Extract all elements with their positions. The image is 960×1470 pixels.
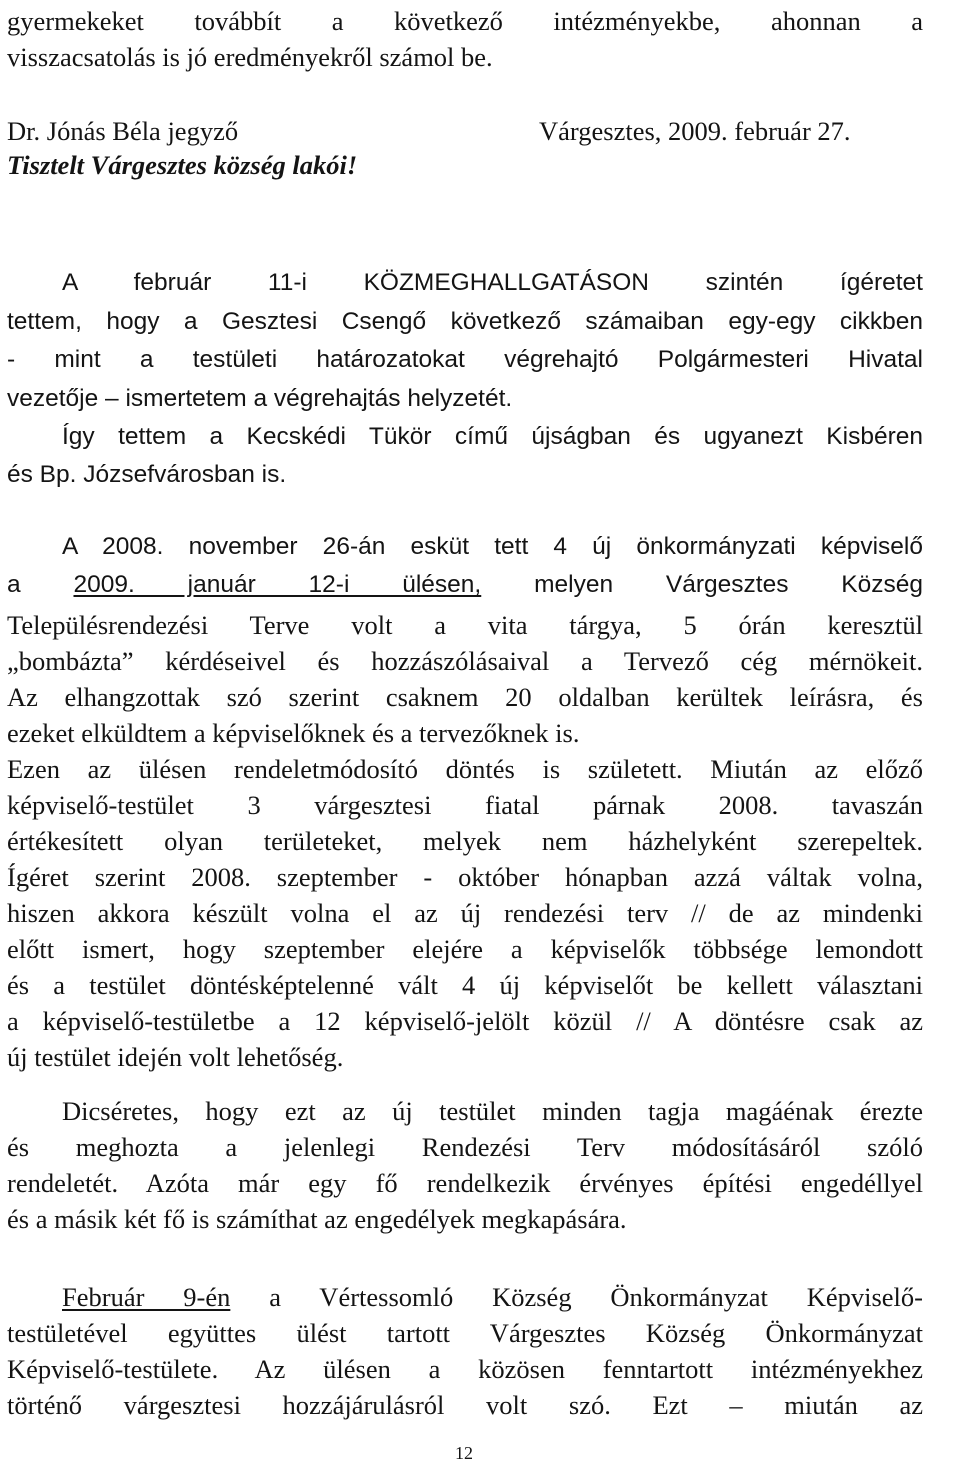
paragraph-line: és Bp. Józsefvárosban is. [7,461,287,488]
paragraph-line: történő várgesztesi hozzájárulásról volt szó. Ezt – miután az [7,1390,923,1420]
underlined-date: Február 9-én [62,1282,231,1312]
paragraph-line: „bombázta” kérdéseivel és hozzászólásaival a Tervező cég mérnökeit. [7,646,923,676]
paragraph-line: új testület idején volt lehetőség. [7,1042,344,1072]
paragraph-line: ezeket elküldtem a képviselőknek és a tervezőknek is. [7,718,580,748]
paragraph-line: Településrendezési Terve volt a vita tárgya, 5 órán keresztül [7,610,923,640]
paragraph-line: a képviselő-testületbe a 12 képviselő-jelölt közül // A döntésre csak az [7,1006,923,1036]
paragraph-line: előtt ismert, hogy szeptember elejére a képviselők többsége lemondott [7,934,923,964]
paragraph-line: testületével együttes ülést tartott Várgesztes Község Önkormányzat [7,1318,923,1348]
signature-author: Dr. Jónás Béla jegyző [7,116,239,146]
greeting: Tisztelt Várgesztes község lakói! [7,150,358,180]
paragraph-line: Ígéret szerint 2008. szeptember - október hónapban azzá váltak volna, [7,862,923,892]
intro-line: visszacsatolás is jó eredményekről számol be. [7,42,493,72]
paragraph-line: rendeletét. Azóta már egy fő rendelkezik érvényes építési engedéllyel [7,1168,923,1198]
paragraph-word: melyen Várgesztes Község [534,571,924,598]
intro-line: gyermekeket továbbít a következő intézményekbe, ahonnan a [7,6,923,36]
paragraph-line: Az elhangzottak szó szerint csaknem 20 oldalban kerültek leírásra, és [7,682,923,712]
paragraph-line: képviselő-testület 3 várgesztesi fiatal párnak 2008. tavaszán [7,790,923,820]
paragraph-line: - mint a testületi határozatokat végrehajtó Polgármesteri Hivatal [7,346,923,373]
paragraph-line: és a testület döntésképtelenné vált 4 új képviselőt be kellett választani [7,970,923,1000]
paragraph-line: és meghozta a jelenlegi Rendezési Terv módosításáról szóló [7,1132,923,1162]
paragraph-line: hiszen akkora készült volna el az új rendezési terv // de az mindenki [7,898,923,928]
paragraph-line: Ezen az ülésen rendeletmódosító döntés is született. Miután az előző [7,754,923,784]
paragraph-line: vezetője – ismertetem a végrehajtás helyzetét. [7,385,513,412]
paragraph-line: értékesített olyan területeket, melyek nem házhelyként szerepeltek. [7,826,923,856]
paragraph-word: a [7,571,21,598]
paragraph-line: tettem, hogy a Gesztesi Csengő következő számaiban egy-egy cikkben [7,308,923,335]
paragraph-line: és a másik két fő is számíthat az engedélyek megkapására. [7,1204,627,1234]
paragraph-line [7,568,923,602]
paragraph-line: A 2008. november 26-án esküt tett 4 új önkormányzati képviselő [62,533,923,560]
paragraph-line: Így tettem a Kecskédi Tükör című újságban és ugyanezt Kisbéren [62,423,923,450]
signature-place-date: Várgesztes, 2009. február 27. [539,116,851,146]
paragraph-line: Dicséretes, hogy ezt az új testület minden tagja magáénak érezte [62,1096,923,1126]
underlined-date: 2009. január 12-i ülésen, [73,571,482,598]
paragraph-line: A február 11-i KÖZMEGHALLGATÁSON szintén ígéretet [62,269,923,296]
paragraph-line: Képviselő-testülete. Az ülésen a közösen fenntartott intézményekhez [7,1354,923,1384]
paragraph-line [62,1280,923,1314]
page-number: 12 [455,1443,473,1463]
paragraph-text: a Vértessomló Község Önkormányzat Képviselő- [269,1282,923,1312]
